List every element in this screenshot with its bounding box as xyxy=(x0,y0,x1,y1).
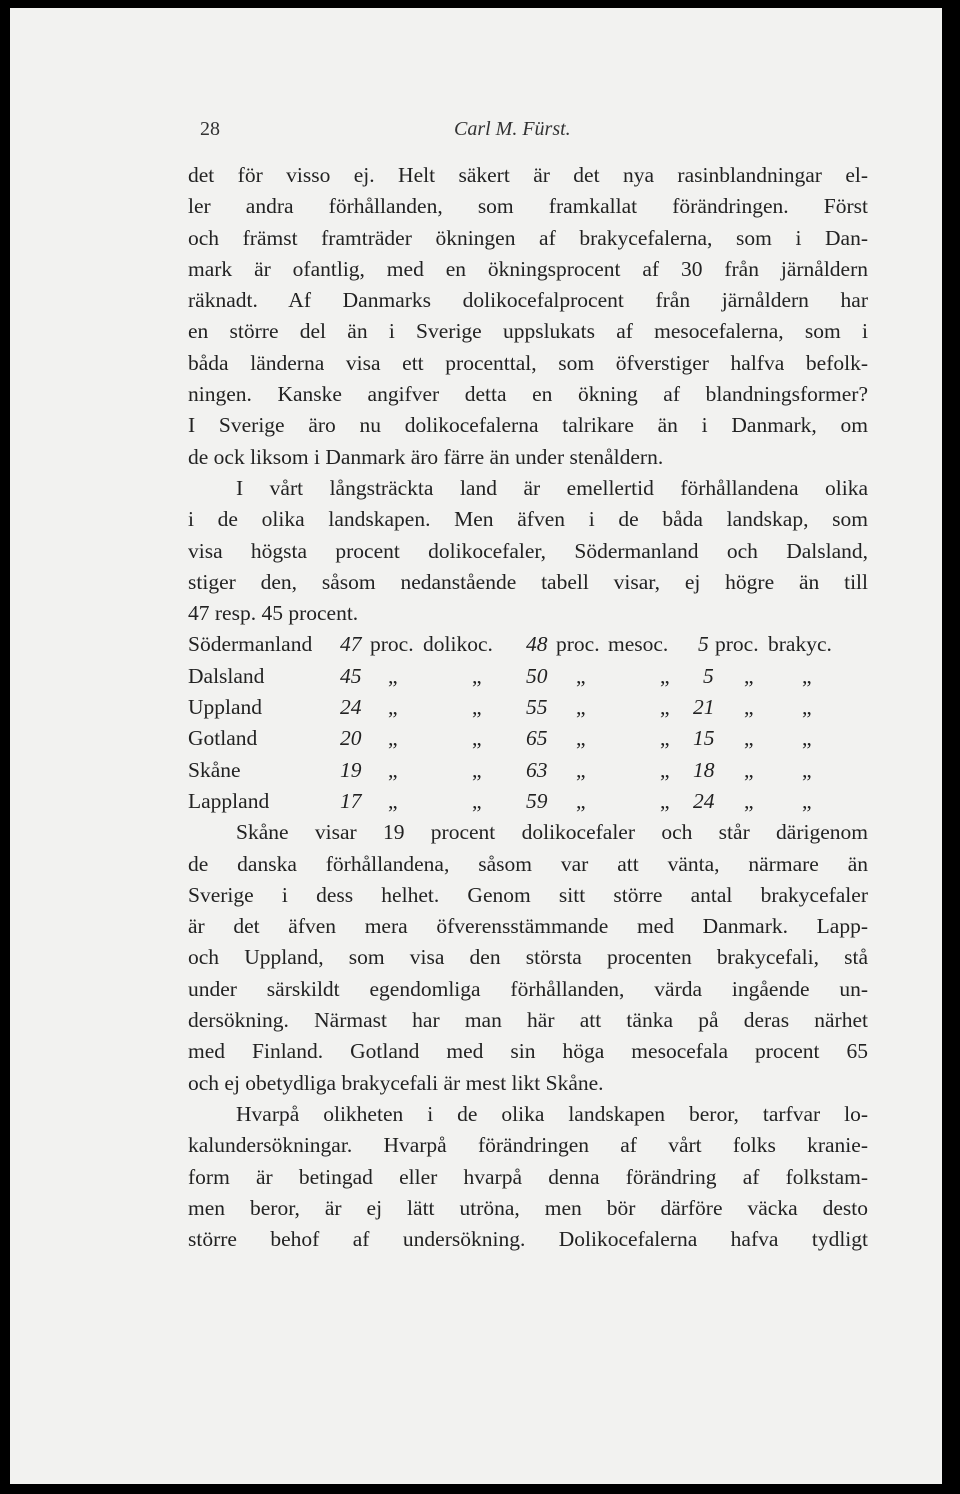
table-row xyxy=(188,629,868,660)
region-name: Dalsland xyxy=(188,663,265,688)
region-name: Gotland xyxy=(188,726,258,751)
page-number: 28 xyxy=(200,118,220,140)
text-line: är det äfven mera öfverensstämmande med Danmark. Lapp- xyxy=(188,914,868,939)
text-line: kalundersökningar. Hvarpå förändringen af vårt folks kranie- xyxy=(188,1133,868,1158)
dolikoc-value: 20 xyxy=(340,726,362,751)
unit-label: mesoc. xyxy=(608,632,669,657)
text-line: stiger den, såsom nedanstående tabell visar, ej högre än till xyxy=(188,569,868,594)
ditto-mark: „ xyxy=(660,695,670,720)
mesoc-value: 48 xyxy=(526,632,548,657)
dolikoc-value: 17 xyxy=(340,788,362,813)
text-line: i de olika landskapen. Men äfven i de båda landskap, som xyxy=(188,507,868,532)
ditto-mark: „ xyxy=(660,726,670,751)
table-row xyxy=(188,786,868,817)
ditto-mark: „ xyxy=(576,726,586,751)
ditto-mark: „ xyxy=(802,788,812,813)
region-percentage-table xyxy=(188,629,868,817)
unit-label: proc. xyxy=(370,632,414,657)
brakyc-value: 15 xyxy=(693,726,715,751)
ditto-mark: „ xyxy=(802,663,812,688)
text-line: båda länderna visa ett procenttal, som öfverstiger halfva befolk- xyxy=(188,350,868,375)
text-line: de danska förhållandena, såsom var att vänta, närmare än xyxy=(188,851,868,876)
text-line: mark är ofantlig, med en ökningsprocent af 30 från järnåldern xyxy=(188,256,868,281)
ditto-mark: „ xyxy=(472,726,482,751)
table-row xyxy=(188,661,868,692)
brakyc-value: 21 xyxy=(693,695,715,720)
text-line: Sverige i dess helhet. Genom sitt större antal brakycefaler xyxy=(188,882,868,907)
ditto-mark: „ xyxy=(388,757,398,782)
page-header xyxy=(188,112,868,152)
ditto-mark: „ xyxy=(576,788,586,813)
ditto-mark: „ xyxy=(660,757,670,782)
text-line: de ock liksom i Danmark äro färre än under stenåldern. xyxy=(188,444,664,469)
dolikoc-value: 47 xyxy=(340,632,362,657)
ditto-mark: „ xyxy=(388,695,398,720)
dolikoc-value: 45 xyxy=(340,663,362,688)
text-line: Skåne visar 19 procent dolikocefaler och står därigenom xyxy=(236,820,868,845)
ditto-mark: „ xyxy=(744,757,754,782)
text-line: ler andra förhållanden, som framkallat förändringen. Först xyxy=(188,194,868,219)
dolikoc-value: 24 xyxy=(340,695,362,720)
text-line: och främst framträder ökningen af brakycefalerna, som i Dan- xyxy=(188,225,868,250)
brakyc-value: 24 xyxy=(693,788,715,813)
text-line: räknadt. Af Danmarks dolikocefalprocent från järnåldern har xyxy=(188,288,868,313)
ditto-mark: „ xyxy=(472,788,482,813)
text-line: under särskildt egendomliga förhållanden, värda ingående un- xyxy=(188,976,868,1001)
ditto-mark: „ xyxy=(576,757,586,782)
text-line: 47 resp. 45 procent. xyxy=(188,601,359,626)
ditto-mark: „ xyxy=(472,663,482,688)
body-text xyxy=(188,160,868,1255)
unit-label: proc. xyxy=(715,632,759,657)
text-line: I Sverige äro nu dolikocefalerna talrikare än i Danmark, om xyxy=(188,413,868,438)
region-name: Skåne xyxy=(188,757,241,782)
text-line: och ej obetydliga brakycefali är mest likt Skåne. xyxy=(188,1070,604,1095)
ditto-mark: „ xyxy=(802,726,812,751)
ditto-mark: „ xyxy=(388,788,398,813)
dolikoc-value: 19 xyxy=(340,757,362,782)
table-row xyxy=(188,692,868,723)
text-line: och Uppland, som visa den största procenten brakycefali, stå xyxy=(188,945,868,970)
text-line: men beror, är ej lätt utröna, men bör därföre väcka desto xyxy=(188,1195,868,1220)
text-line: med Finland. Gotland med sin höga mesocefala procent 65 xyxy=(188,1039,868,1064)
mesoc-value: 50 xyxy=(526,663,548,688)
ditto-mark: „ xyxy=(388,726,398,751)
ditto-mark: „ xyxy=(472,695,482,720)
mesoc-value: 63 xyxy=(526,757,548,782)
paragraph-1 xyxy=(188,160,868,473)
table-row xyxy=(188,723,868,754)
region-name: Lappland xyxy=(188,788,270,813)
table-row xyxy=(188,755,868,786)
brakyc-value: 18 xyxy=(693,757,715,782)
text-line: Hvarpå olikheten i de olika landskapen beror, tarfvar lo- xyxy=(236,1101,868,1126)
ditto-mark: „ xyxy=(576,663,586,688)
ditto-mark: „ xyxy=(576,695,586,720)
paragraph-3 xyxy=(188,817,868,1099)
ditto-mark: „ xyxy=(744,663,754,688)
text-line: visa högsta procent dolikocefaler, Södermanland och Dalsland, xyxy=(188,538,868,563)
ditto-mark: „ xyxy=(744,788,754,813)
text-line: ningen. Kanske angifver detta en ökning af blandningsformer? xyxy=(188,382,868,407)
ditto-mark: „ xyxy=(660,663,670,688)
brakyc-value: 5 xyxy=(703,663,714,688)
mesoc-value: 65 xyxy=(526,726,548,751)
text-line: större behof af undersökning. Dolikocefalerna hafva tydligt xyxy=(188,1227,868,1252)
ditto-mark: „ xyxy=(744,726,754,751)
ditto-mark: „ xyxy=(744,695,754,720)
ditto-mark: „ xyxy=(802,695,812,720)
text-line: det för visso ej. Helt säkert är det nya rasinblandningar el- xyxy=(188,163,868,187)
region-name: Uppland xyxy=(188,695,263,720)
region-name: Södermanland xyxy=(188,632,313,657)
ditto-mark: „ xyxy=(660,788,670,813)
text-line: dersökning. Närmast har man här att tänka på deras närhet xyxy=(188,1008,868,1033)
paragraph-2 xyxy=(188,473,868,629)
running-head-author: Carl M. Fürst. xyxy=(454,118,571,140)
text-line: en större del än i Sverige uppslukats af mesocefalerna, som i xyxy=(188,319,868,344)
ditto-mark: „ xyxy=(388,663,398,688)
paragraph-4 xyxy=(188,1099,868,1255)
mesoc-value: 55 xyxy=(526,695,548,720)
unit-label: proc. xyxy=(556,632,600,657)
ditto-mark: „ xyxy=(472,757,482,782)
mesoc-value: 59 xyxy=(526,788,548,813)
brakyc-value: 5 xyxy=(698,632,709,657)
text-line: I vårt långsträckta land är emellertid förhållandena olika xyxy=(236,475,868,500)
text-line: form är betingad eller hvarpå denna förändring af folkstam- xyxy=(188,1164,868,1189)
unit-label: dolikoc. xyxy=(423,632,493,657)
ditto-mark: „ xyxy=(802,757,812,782)
unit-label: brakyc. xyxy=(768,632,832,657)
